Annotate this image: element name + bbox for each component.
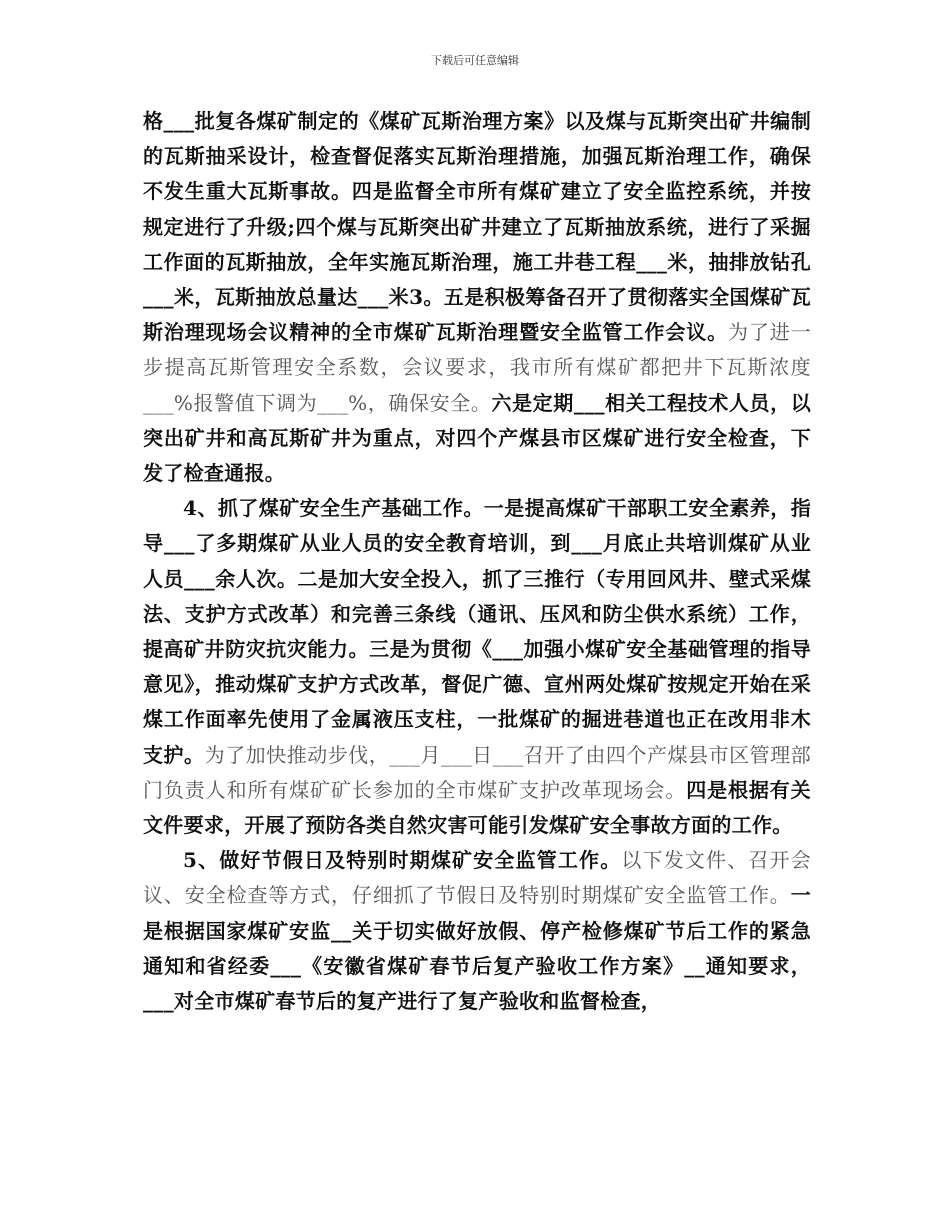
paragraph-1: [143, 104, 811, 491]
paragraph-2-run-2: 为了加快推动步伐，___月___日___召开了由四个产煤县市区管理部门负责人和所有煤矿矿长参加的全市煤矿支护改革现场会。: [143, 742, 811, 802]
paragraph-2-run-3: 四是根据有关文件要求，开展了预防各类自然灾害可能引发煤矿安全事故方面的工作。: [143, 777, 811, 838]
paragraph-3: [143, 843, 811, 1019]
paragraph-3-run-2: 以下发文件、召开会议、安全检查等方式，仔细抓了节假日及特别时期煤矿安全监管工作。: [143, 848, 812, 908]
paragraph-3-run-3: 一是根据国家煤矿安监__关于切实做好放假、停产检修煤矿节后工作的紧急通知和省经委___《安徽省煤矿春节后复产验收工作方案》__通知要求，___对全市煤矿春节后的复产进行了复产验收和监督检查，: [143, 883, 811, 1014]
document-body: [143, 104, 811, 1019]
page-header: 下载后可任意编辑: [431, 54, 519, 67]
paragraph-2-run-1: 4、抓了煤矿安全生产基础工作。一是提高煤矿干部职工安全素养，指导___了多期煤矿从业人员的安全教育培训，到___月底止共培训煤矿从业人员___余人次。二是加大安全投入，抓了三推行（专用回风井、壁式采煤法、支护方式改革）和完善三条线（通讯、压风和防尘供水系统）工作，提高矿井防灾抗灾能力。三是为贯彻《___加强小煤矿安全基础管理的指导意见》，推动煤矿支护方式改革，督促广德、宣州两处煤矿按规定开始在采煤工作面率先使用了金属液压支柱，一批煤矿的掘进巷道也正在改用非木支护。: [143, 496, 811, 767]
paragraph-1-run-1: 格___批复各煤矿制定的《煤矿瓦斯治理方案》以及煤与瓦斯突出矿井编制的瓦斯抽采设计，检查督促落实瓦斯治理措施，加强瓦斯治理工作，确保不发生重大瓦斯事故。四是监督全市所有煤矿建立了安全监控系统，并按规定进行了升级;四个煤与瓦斯突出矿井建立了瓦斯抽放系统，进行了采掘工作面的瓦斯抽放，全年实施瓦斯治理，施工井巷工程___米，抽排放钻孔___米，瓦斯抽放总量达___米3。五是积极筹备召开了贯彻落实全国煤矿瓦斯治理现场会议精神的全市煤矿瓦斯治理暨安全监管工作会议。: [143, 109, 811, 345]
paragraph-3-run-1: 5、做好节假日及特别时期煤矿安全监管工作。: [183, 848, 622, 873]
paragraph-1-run-3: 六是定期___相关工程技术人员，以突出矿井和高瓦斯矿井为重点，对四个产煤县市区煤矿进行安全检查，下发了检查通报。: [143, 390, 811, 486]
paragraph-2: [143, 491, 811, 843]
paragraph-1-run-2: 为了进一步提高瓦斯管理安全系数，会议要求，我市所有煤矿都把井下瓦斯浓度___%报警值下调为___%，确保安全。: [143, 320, 811, 415]
